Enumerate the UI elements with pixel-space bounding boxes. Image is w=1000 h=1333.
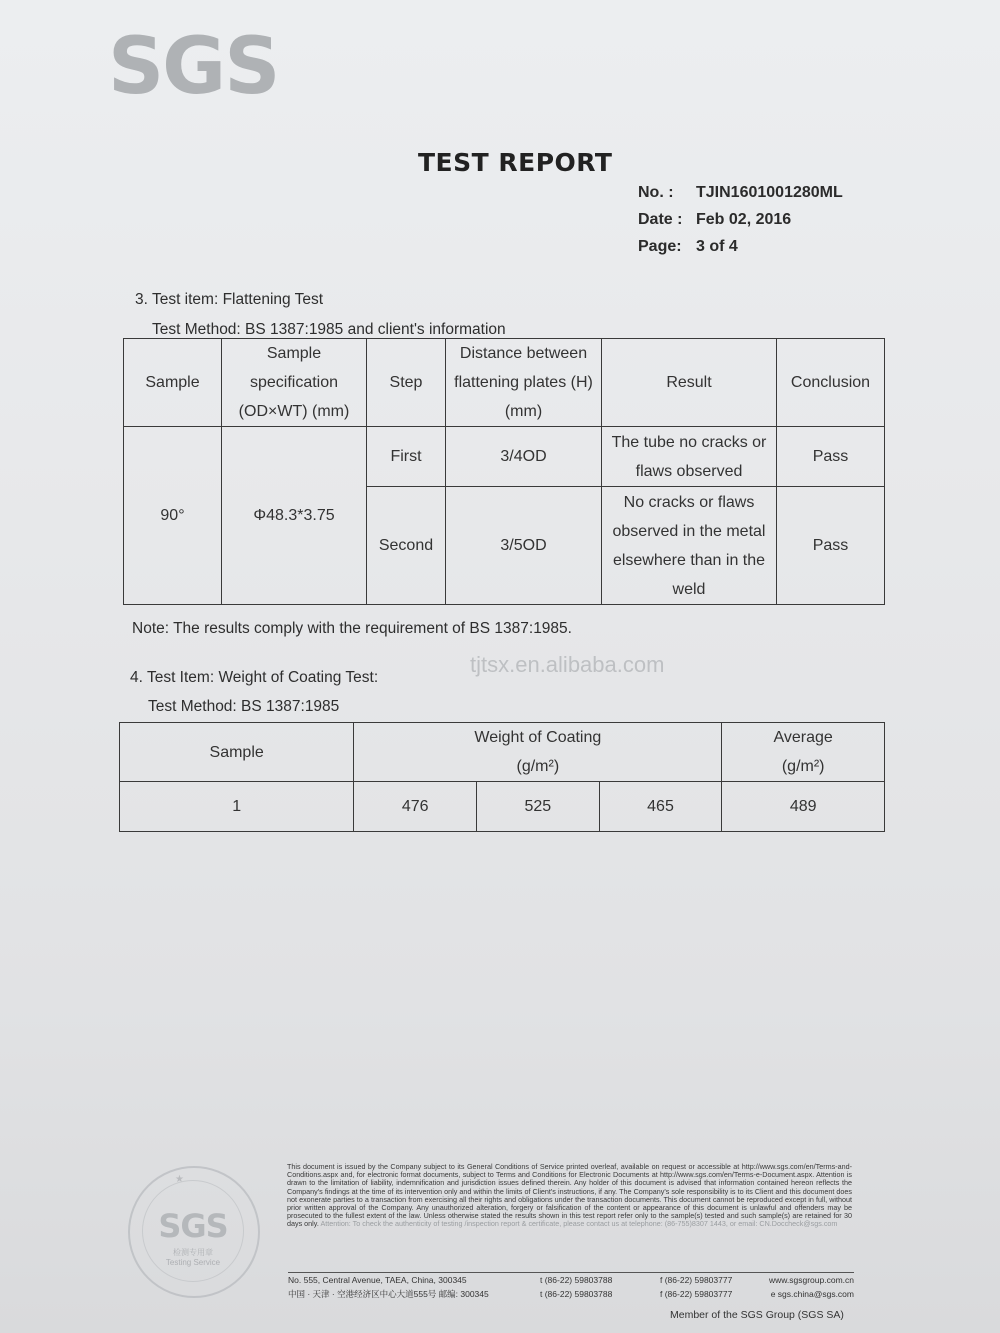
fax: f (86-22) 59803777 <box>660 1275 733 1285</box>
report-number-row <box>638 184 843 211</box>
header-sample: Sample <box>120 723 354 782</box>
legal-disclaimer <box>287 1163 852 1229</box>
report-page: 3 of 4 <box>696 238 738 255</box>
table-header-row <box>124 339 885 427</box>
report-meta <box>638 184 843 265</box>
header-average-unit: (g/m²) <box>781 758 825 775</box>
report-date-row <box>638 211 843 238</box>
email: e sgs.china@sgs.com <box>770 1289 854 1299</box>
website: www.sgsgroup.com.cn <box>768 1275 854 1285</box>
conclusion-cell: Pass <box>777 427 885 487</box>
legal-text: This document is issued by the Company subject to its General Conditions of Service printed overleaf, available on request or accessible at http://www.sgs.com/en/Terms-and-Conditions.aspx and, for electronic format documents, subject to Terms and Conditions for Electronic Documents at http://www.sgs.com/en/Terms-e-Document.aspx. Attention is drawn to the limitation of liability, indemnification and jurisdiction issues defined therein. Any holder of this document is advised that information contained hereon reflects the Company's findings at the time of its intervention only and within the limits of Client's instructions, if any. The Company's sole responsibility is to its Client and this document does not exonerate parties to a transaction from exercising all their rights and obligations under the transaction documents. This document cannot be reproduced except in full, without prior written approval of the Company. Any unauthorized alteration, forgery or falsification of the content or appearance of this document is unlawful and offenders may be prosecuted to the fullest extent of the law. Unless otherwise stated the results shown in this test report refer only to the sample(s) tested and such sample(s) are retained for 30 days only. <box>287 1162 852 1229</box>
header-step: Step <box>367 339 446 427</box>
section4-heading: 4. Test Item: Weight of Coating Test: <box>130 669 379 686</box>
seal-inner-ring <box>142 1180 244 1282</box>
distance-cell: 3/5OD <box>446 487 602 605</box>
header-weight <box>354 723 722 782</box>
header-sample: Sample <box>124 339 222 427</box>
result-cell: No cracks or flaws observed in the metal elsewhere than in the weld <box>602 487 777 605</box>
distance-cell: 3/4OD <box>446 427 602 487</box>
spec-cell: Φ48.3*3.75 <box>222 427 367 605</box>
member-statement: Member of the SGS Group (SGS SA) <box>670 1309 844 1321</box>
section3-heading: 3. Test item: Flattening Test <box>135 291 324 308</box>
section4-method: Test Method: BS 1387:1985 <box>148 698 340 715</box>
contact-block <box>288 1272 854 1301</box>
seal-logo: SGS <box>158 1207 228 1245</box>
sample-cell: 1 <box>120 782 354 832</box>
weight-cell: 476 <box>354 782 477 832</box>
header-result: Result <box>602 339 777 427</box>
step-cell: First <box>367 427 446 487</box>
header-average-label: Average <box>773 729 833 746</box>
sample-cell: 90° <box>124 427 222 605</box>
sgs-logo: SGS <box>108 22 279 112</box>
header-conclusion: Conclusion <box>777 339 885 427</box>
watermark-text: tjtsx.en.alibaba.com <box>470 652 665 677</box>
report-number-label: No. : <box>638 184 674 201</box>
header-weight-unit: (g/m²) <box>516 758 560 775</box>
coating-weight-table <box>119 722 885 832</box>
table-row <box>120 782 885 832</box>
telephone: t (86-22) 59803788 <box>540 1275 613 1285</box>
address-chinese: 中国 · 天津 · 空港经济区中心大道555号 邮编: 300345 <box>288 1289 489 1299</box>
weight-cell: 465 <box>599 782 722 832</box>
star-icon: ★ <box>175 1174 184 1185</box>
report-number: TJIN1601001280ML <box>696 184 843 201</box>
flattening-test-table <box>123 338 885 605</box>
header-average <box>722 723 885 782</box>
contact-row-chinese <box>288 1287 854 1301</box>
report-date-label: Date : <box>638 211 683 228</box>
table-row <box>124 427 885 487</box>
sgs-seal-stamp <box>128 1166 260 1298</box>
address-english: No. 555, Central Avenue, TAEA, China, 300345 <box>288 1275 467 1285</box>
average-cell: 489 <box>722 782 885 832</box>
report-page-label: Page: <box>638 238 682 255</box>
fax: f (86-22) 59803777 <box>660 1289 733 1299</box>
header-spec: Sample specification (OD×WT) (mm) <box>222 339 367 427</box>
contact-row-english <box>288 1273 854 1287</box>
seal-english-text: Testing Service <box>165 1258 221 1267</box>
report-page-row <box>638 238 843 265</box>
weight-cell: 525 <box>477 782 600 832</box>
telephone: t (86-22) 59803788 <box>540 1289 613 1299</box>
report-title: TEST REPORT <box>418 148 613 177</box>
result-cell: The tube no cracks or flaws observed <box>602 427 777 487</box>
section3-method: Test Method: BS 1387:1985 and client's information <box>152 321 506 338</box>
attention-text: Attention: To check the authenticity of testing /inspection report & certificate, please contact us at telephone: (86-755)8307 1443, or email: CN.Doccheck@sgs.com <box>320 1219 838 1229</box>
report-date: Feb 02, 2016 <box>696 211 792 228</box>
header-distance: Distance between flattening plates (H) (mm) <box>446 339 602 427</box>
seal-chinese-text: 检测专用章 <box>173 1248 213 1257</box>
header-weight-label: Weight of Coating <box>474 729 602 746</box>
step-cell: Second <box>367 487 446 605</box>
section3-note: Note: The results comply with the requirement of BS 1387:1985. <box>132 620 572 637</box>
conclusion-cell: Pass <box>777 487 885 605</box>
table-header-row <box>120 723 885 782</box>
